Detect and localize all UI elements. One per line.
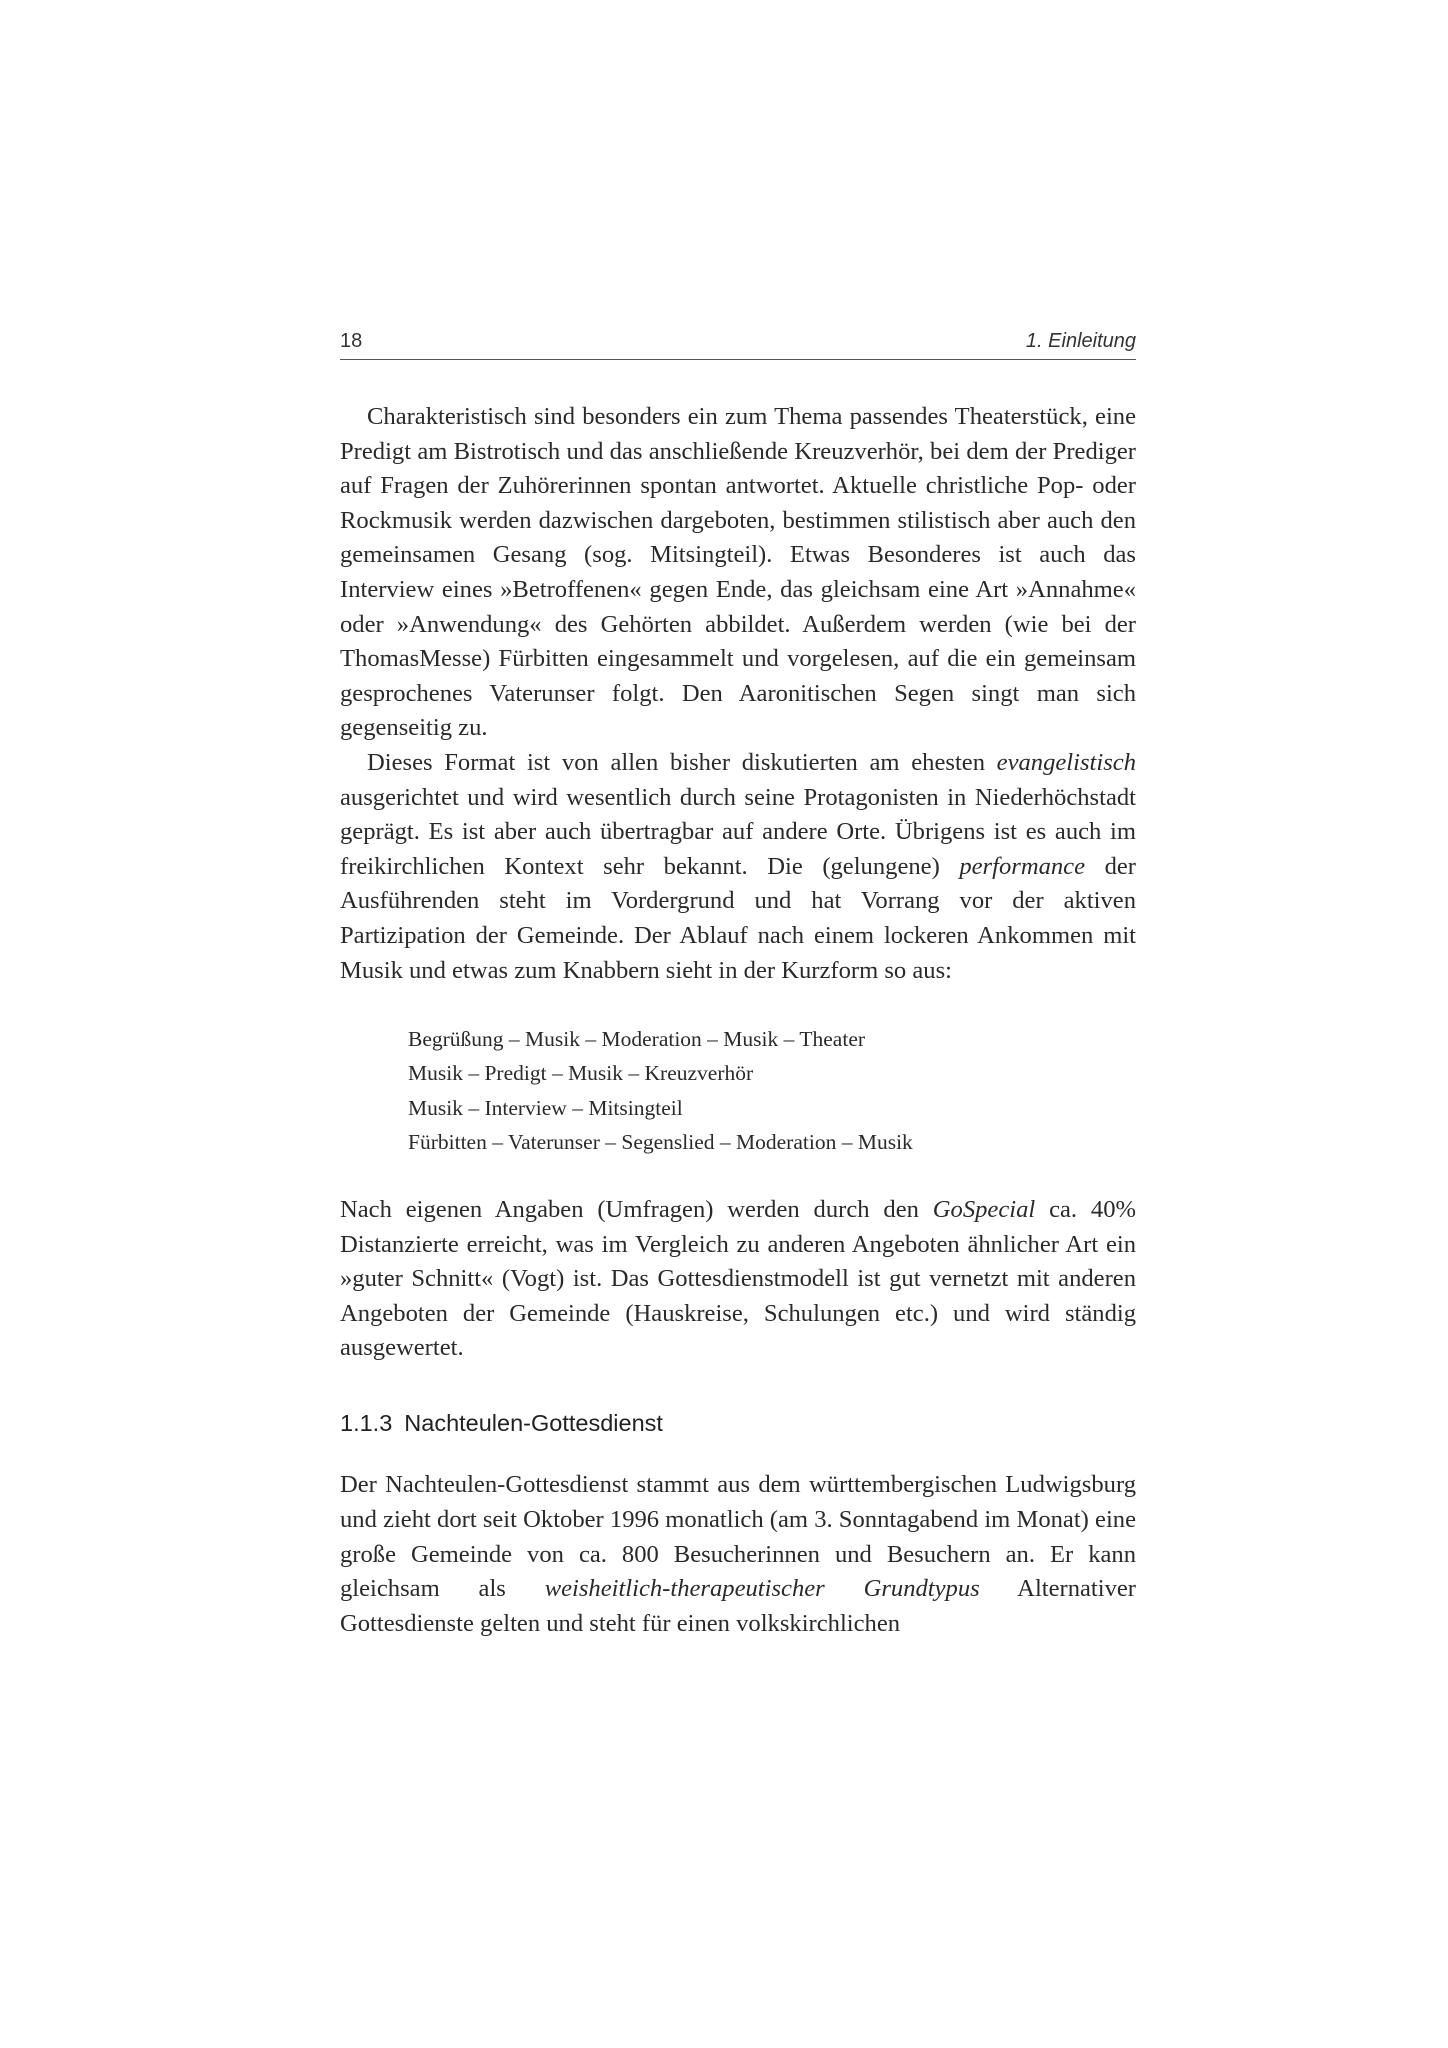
paragraph-2-part-2: ausgerichtet und wird wesentlich durch seine Protagonisten in Niederhöchstadt geprägt. Es ist aber auch übertragbar auf andere Orte. Übrigens ist es auch im freikirchlichen Kontext sehr bekannt. Die (gelungene): [340, 783, 1136, 880]
paragraph-4: [340, 1468, 1136, 1641]
paragraph-4-part-1: Der Nachteulen-Gottesdienst stammt aus dem württembergischen Ludwigsburg und zieht dort seit Oktober 1996 monatlich (am 3. Sonntagabend im Monat) eine große Gemeinde von ca. 800 Besucherinnen und Besuchern an. Er kann gleichsam als: [340, 1471, 1136, 1603]
paragraph-3-part-1: Nach eigenen Angaben (Umfragen) werden durch den: [340, 1195, 933, 1223]
service-schema: [408, 1022, 1136, 1159]
schema-line: Fürbitten – Vaterunser – Segenslied – Moderation – Musik: [408, 1129, 913, 1154]
paragraph-3-emphasis-1: GoSpecial: [932, 1195, 1036, 1223]
section-heading: [340, 1406, 1136, 1441]
paragraph-2-emphasis-2: performance: [959, 852, 1086, 880]
section-number: 1.1.3: [340, 1409, 393, 1436]
paragraph-2-emphasis-1: evangelistisch: [996, 748, 1136, 776]
paragraph-1: Charakteristisch sind besonders ein zum Thema passendes Theaterstück, eine Predigt am Bistrotisch und das anschließende Kreuzverhör, bei dem der Prediger auf Fragen der Zuhörerinnen spontan antwortet. Aktuelle christliche Pop- oder Rockmusik werden dazwischen dargeboten, bestimmen stilistisch aber auch den gemeinsamen Gesang (sog. Mitsingteil). Etwas Besonderes ist auch das Interview eines »Betroffenen« gegen Ende, das gleichsam eine Art »Annahme« oder »Anwendung« des Gehörten abbildet. Außerdem werden (wie bei der ThomasMesse) Fürbitten eingesammelt und vorgelesen, auf die ein gemeinsam gesprochenes Vaterunser folgt. Den Aaronitischen Segen singt man sich gegenseitig zu.: [340, 403, 1136, 742]
running-head: [340, 330, 1136, 360]
paragraph-4-emphasis-1: weisheitlich-therapeutischer Grundtypus: [544, 1575, 980, 1603]
schema-line: Musik – Interview – Mitsingteil: [408, 1095, 683, 1120]
paragraph-3-part-2: ca. 40% Distanzierte erreicht, was im Vergleich zu anderen Angeboten ähnlicher Art ein »guter Schnitt« (Vogt) ist. Das Gottesdienstmodell ist gut vernetzt mit anderen Angeboten der Gemeinde (Hauskreise, Schulungen etc.) und wird ständig ausgewertet.: [340, 1195, 1137, 1362]
page-number: 18: [340, 330, 363, 352]
section-title: Nachteulen-Gottesdienst: [404, 1409, 663, 1436]
schema-line: Begrüßung – Musik – Moderation – Musik – Theater: [408, 1027, 866, 1052]
schema-line: Musik – Predigt – Musik – Kreuzverhör: [408, 1061, 754, 1086]
body-text: [340, 400, 1136, 1641]
running-title: 1. Einleitung: [1025, 330, 1136, 352]
paragraph-4-part-2: Alternativer Gottesdienste gelten und steht für einen volkskirchlichen: [340, 1575, 1136, 1637]
book-page: [340, 330, 1136, 1641]
paragraph-2: [340, 746, 1136, 988]
paragraph-3: [340, 1193, 1136, 1366]
paragraph-2-part-1: Dieses Format ist von allen bisher diskutierten am ehesten: [367, 748, 997, 776]
paragraph-2-part-3: der Ausführenden steht im Vordergrund und hat Vorrang vor der aktiven Partizipation der Gemeinde. Der Ablauf nach einem lockeren Ankommen mit Musik und etwas zum Knabbern sieht in der Kurzform so aus:: [340, 852, 1136, 984]
